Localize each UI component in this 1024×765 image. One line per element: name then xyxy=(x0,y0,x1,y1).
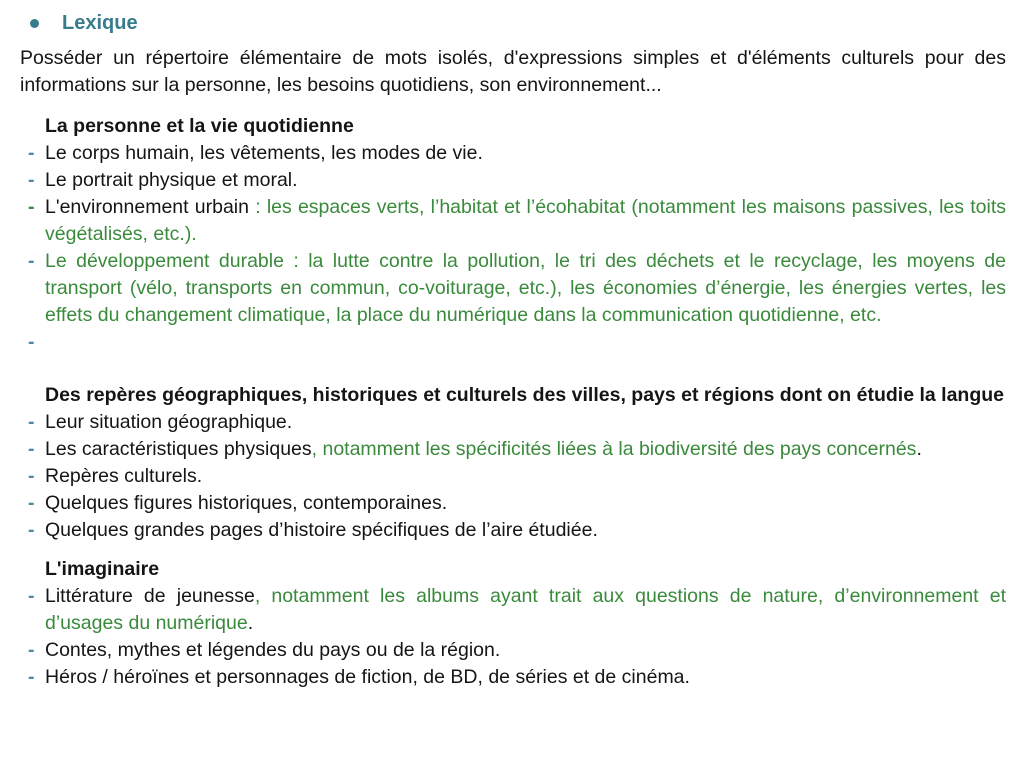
dash-list xyxy=(20,140,1006,356)
dash-marker: - xyxy=(28,585,35,607)
section-des-reperes xyxy=(20,382,1006,544)
item-text: Contes, mythes et légendes du pays ou de la région. xyxy=(45,639,501,661)
item-text: Le portrait physique et moral. xyxy=(45,169,298,191)
item-text-green: , notamment les albums ayant trait aux questions de nature, d’environnement et d’usages du numérique xyxy=(45,585,1006,634)
item-text: Héros / héroïnes et personnages de fiction, de BD, de séries et de cinéma. xyxy=(45,666,690,688)
list-item xyxy=(20,248,1006,329)
dash-list xyxy=(20,409,1006,544)
item-text: Quelques grandes pages d’histoire spécifiques de l’aire étudiée. xyxy=(45,519,598,541)
dash-marker: - xyxy=(28,169,35,191)
dash-marker: - xyxy=(28,142,35,164)
item-text-green: , notamment les spécificités liées à la biodiversité des pays concernés xyxy=(311,438,917,460)
item-text: Le corps humain, les vêtements, les modes de vie. xyxy=(45,142,483,164)
dash-marker: - xyxy=(28,519,35,541)
item-text: . xyxy=(916,438,922,460)
dash-marker: - xyxy=(28,639,35,661)
list-item xyxy=(20,637,1006,664)
list-item xyxy=(20,517,1006,544)
list-item xyxy=(20,409,1006,436)
list-item xyxy=(20,140,1006,167)
item-text-green: Le développement durable : la lutte contre la pollution, le tri des déchets et le recyclage, les moyens de transport (vélo, transports en commun, co-voiturage, etc.), les économies d’énergie, les énergies vertes, les effets du changement climatique, la place du numérique dans la communication quotidienne, etc. xyxy=(45,250,1006,326)
dash-marker: - xyxy=(28,666,35,688)
dash-list xyxy=(20,583,1006,691)
item-text-green: : les espaces verts, l’habitat et l’écohabitat (notamment les maisons passives, les toits végétalisés, etc.). xyxy=(45,196,1006,245)
item-text: Les caractéristiques physiques xyxy=(45,438,312,460)
section-heading: La personne et la vie quotidienne xyxy=(45,115,354,137)
dash-marker: - xyxy=(28,331,35,353)
section-heading: L'imaginaire xyxy=(45,558,160,580)
list-item xyxy=(20,463,1006,490)
item-text: . xyxy=(247,612,254,634)
dash-marker: - xyxy=(28,250,35,272)
item-text: L'environnement urbain xyxy=(45,196,249,218)
list-item-empty xyxy=(20,329,1006,356)
dash-marker: - xyxy=(28,465,35,487)
item-text: Quelques figures historiques, contemporaines. xyxy=(45,492,448,514)
intro-paragraph: Posséder un répertoire élémentaire de mots isolés, d'expressions simples et d'éléments culturels pour des informations sur la personne, les besoins quotidiens, son environnement... xyxy=(20,47,1006,96)
list-item xyxy=(20,583,1006,637)
section-imaginaire xyxy=(20,556,1006,691)
item-text: Leur situation géographique. xyxy=(45,411,293,433)
dash-marker: - xyxy=(28,196,35,218)
section-la-personne xyxy=(20,113,1006,356)
list-item xyxy=(20,436,1006,463)
item-text: Littérature de jeunesse xyxy=(45,585,255,607)
list-item xyxy=(20,490,1006,517)
section-heading: Des repères géographiques, historiques et culturels des villes, pays et régions dont on étudie la langue xyxy=(45,384,1005,406)
list-item xyxy=(20,664,1006,691)
item-text: Repères culturels. xyxy=(45,465,203,487)
list-bullet-icon xyxy=(30,19,39,28)
page-title: Lexique xyxy=(62,12,138,34)
dash-marker: - xyxy=(28,492,35,514)
section-title-row xyxy=(30,10,1006,37)
list-item xyxy=(20,194,1006,248)
list-item xyxy=(20,167,1006,194)
dash-marker: - xyxy=(28,438,35,460)
dash-marker: - xyxy=(28,411,35,433)
